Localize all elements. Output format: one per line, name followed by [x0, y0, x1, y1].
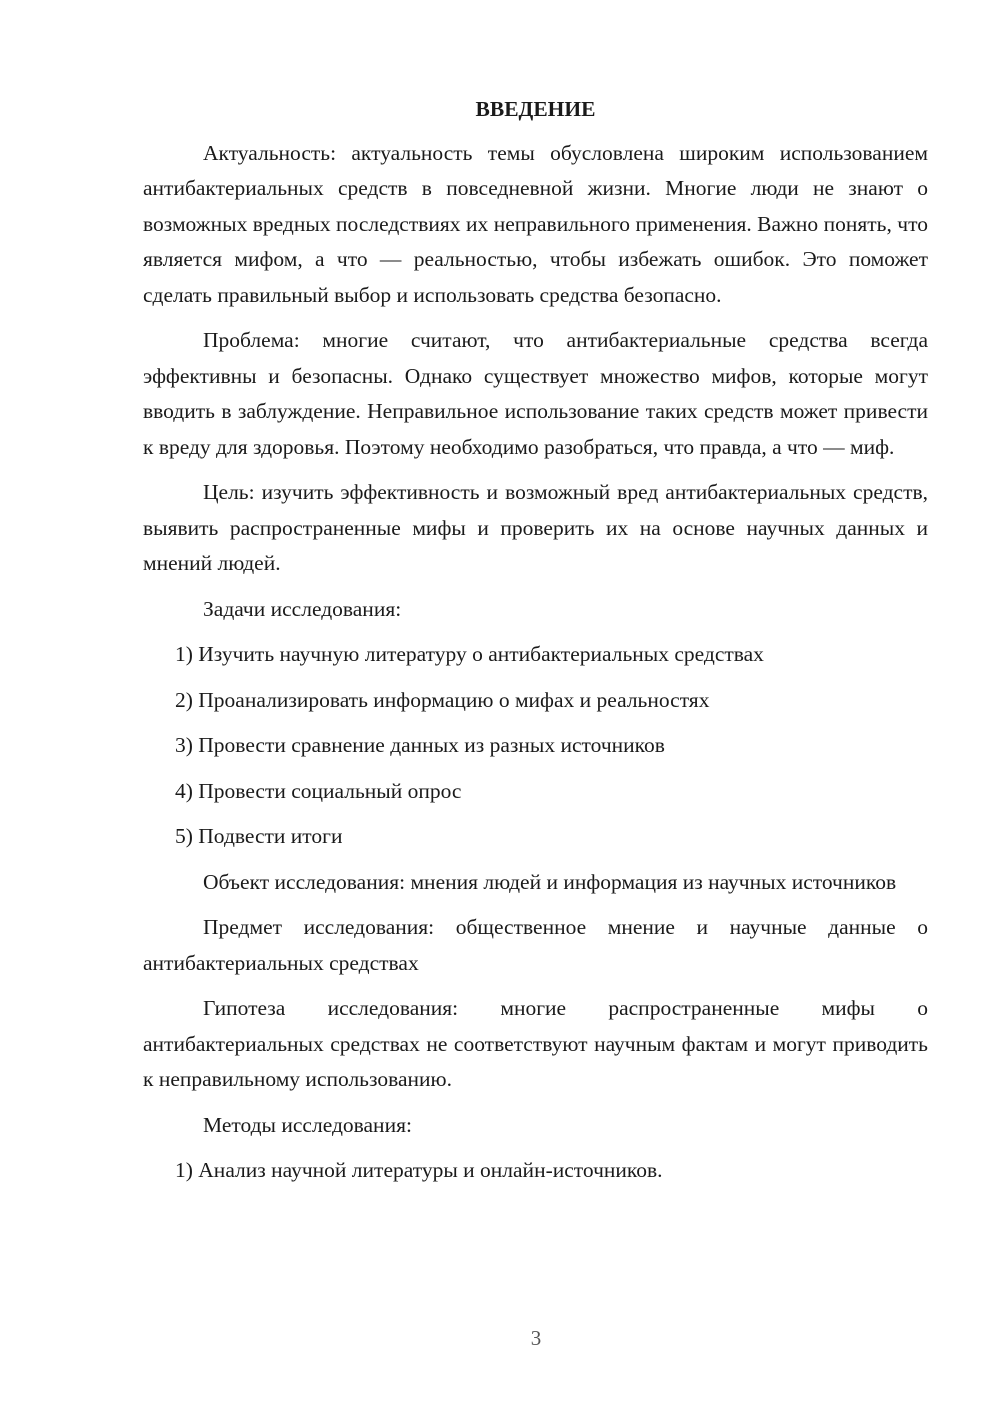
page-number: 3: [530, 1326, 542, 1350]
list-item: 2) Проанализировать информацию о мифах и реальностях: [175, 687, 710, 712]
list-item: 5) Подвести итоги: [175, 824, 343, 848]
relevance-paragraph: Актуальность: актуальность темы обусловлена широким использованием антибактериальных средств в повседневной жизни. Многие люди не знают о возможных вредных последствиях их неправильного применения. Важно понять, что является мифом, а что — реальностью, чтобы избежать ошибок. Это поможет сделать правильный выбор и использовать средства безопасно.: [143, 140, 928, 307]
goal-paragraph: Цель: изучить эффективность и возможный вред антибактериальных средств, выявить распространенные мифы и проверить их на основе научных данных и мнений людей.: [143, 480, 928, 575]
methods-list: [143, 1153, 928, 1189]
object-paragraph: Объект исследования: мнения людей и информация из научных источников: [203, 869, 897, 894]
list-item: 1) Анализ научной литературы и онлайн-источников.: [175, 1158, 663, 1182]
problem-paragraph: Проблема: многие считают, что антибактериальные средства всегда эффективны и безопасны. Однако существует множество мифов, которые могут вводить в заблуждение. Неправильное использование таких средств может привести к вреду для здоровья. Поэтому необходимо разобраться, что правда, а что — миф.: [143, 328, 928, 459]
subject-paragraph: Предмет исследования: общественное мнение и научные данные о антибактериальных средствах: [143, 915, 928, 975]
section-title: ВВЕДЕНИЕ: [475, 97, 596, 121]
tasks-list: [143, 637, 928, 855]
list-item: 4) Провести социальный опрос: [175, 778, 462, 803]
document-body: [143, 92, 928, 1199]
hypothesis-paragraph: Гипотеза исследования: многие распространенные мифы о антибактериальных средствах не соответствуют научным фактам и могут приводить к неправильному использованию.: [143, 996, 928, 1091]
methods-heading: Методы исследования:: [203, 1112, 412, 1137]
tasks-heading: Задачи исследования:: [203, 596, 402, 621]
list-item: 1) Изучить научную литературу о антибактериальных средствах: [175, 642, 764, 666]
list-item: 3) Провести сравнение данных из разных источников: [175, 733, 665, 757]
